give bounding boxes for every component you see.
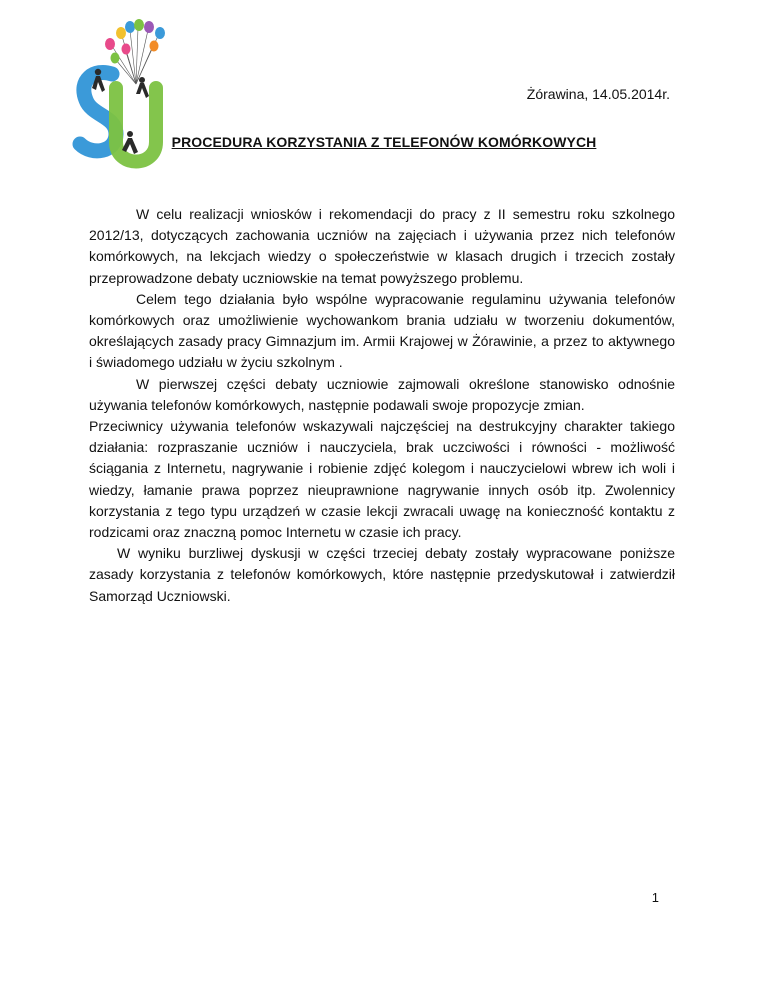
page-number: 1 [651, 890, 659, 905]
document-body [89, 204, 675, 607]
balloons-icon [105, 19, 165, 64]
paragraph: W wyniku burzliwej dyskusji w części trzeciej debaty zostały wypracowane poniższe zasady korzystania z telefonów komórkowych, które następnie przedyskutował i zatwierdził Samorząd Uczniowski. [89, 545, 675, 604]
document-date: Żórawina, 14.05.2014r. [526, 86, 670, 102]
paragraph: W celu realizacji wniosków i rekomendacji do pracy z II semestru roku szkolnego 2012/13, dotyczących zachowania uczniów na zajęciach i używania przez nich telefonów komórkowych, na lekcjach wiedzy o społeczeństwie w klasach drugich i trzecich zostały przeprowadzone debaty uczniowskie na temat powyższego problemu. [89, 206, 675, 286]
paragraph: Celem tego działania było wspólne wypracowanie regulaminu używania telefonów komórkowych oraz umożliwienie wychowankom brania udziału w tworzeniu dokumentów, określających zasady pracy Gimnazjum im. Armii Krajowej w Żórawinie, a przez to aktywnego i świadomego udziału w życiu szkolnym . [89, 290, 675, 371]
document-title: PROCEDURA KORZYSTANIA Z TELEFONÓW KOMÓRKOWYCH [171, 134, 597, 150]
paragraph: Przeciwnicy używania telefonów wskazywali najczęściej na destrukcyjny charakter takiego działania: rozpraszanie uczniów i nauczyciela, brak uczciwości i równości - możliwość ściągania z Internetu, nagrywanie i robienie zdjęć kolegom i nauczycielowi wbrew ich woli i wiedzy, łamanie prawa poprzez nieuprawnione nagrywanie innych osób itp. Zwolennicy korzystania z tego typu urządzeń w czasie lekcji zwracali uwagę na konieczność kontaktu z rodzicami oraz znaczną pomoc Internetu w czasie ich pracy. [89, 418, 675, 541]
paragraph: W pierwszej części debaty uczniowie zajmowali określone stanowisko odnośnie używania telefonów komórkowych, następnie podawali swoje propozycje zmian. [89, 375, 675, 413]
